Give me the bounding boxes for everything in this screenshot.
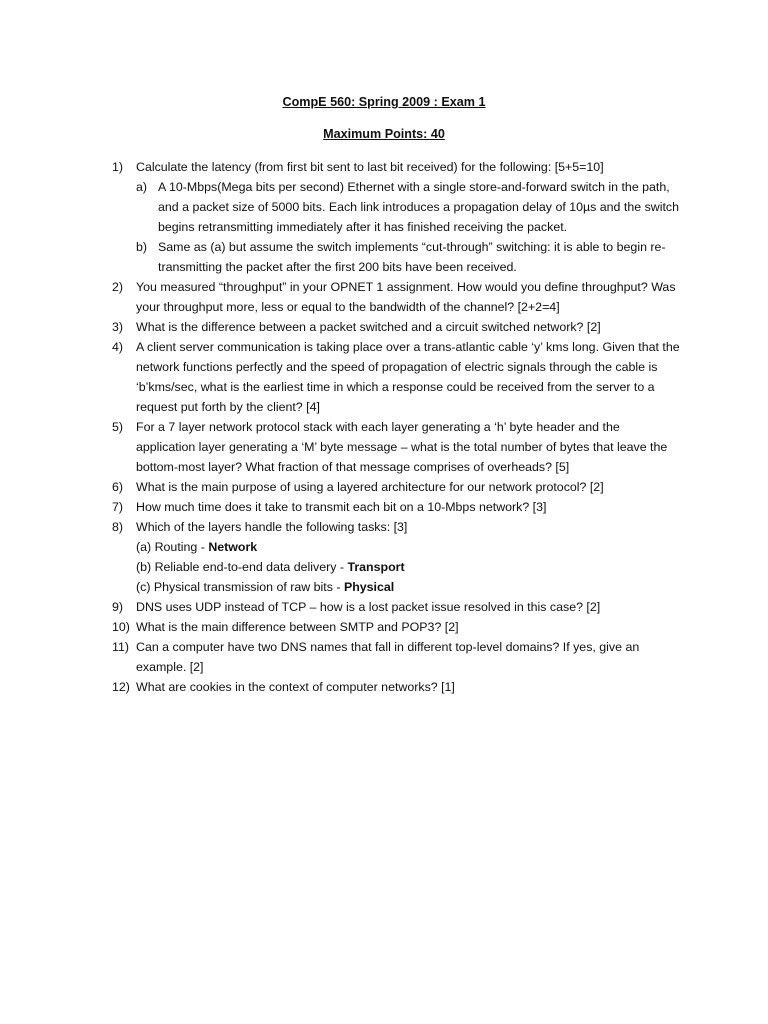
question-4 [112, 337, 682, 417]
task-answer: Physical [343, 580, 395, 594]
question-8 [112, 517, 682, 597]
question-text: Can a computer have two DNS names that fall in different top-level domains? If yes, give an example. [2] [136, 640, 640, 674]
question-text: Calculate the latency (from first bit sent to last bit received) for the following: [5+5=10] [136, 160, 604, 174]
subquestion-text: A 10-Mbps(Mega bits per second) Ethernet with a single store-and-forward switch in the path, and a packet size of 5000 bits. Each link introduces a propagation delay of 10µs and the switch begins retransmitting immediately after it has finished receiving the packet. [158, 180, 679, 234]
question-number: 8) [112, 520, 124, 534]
task-prefix: (c) Physical transmission of raw bits - [136, 580, 344, 594]
question-number: 12) [112, 680, 130, 694]
task-answer: Network [208, 540, 258, 554]
question-text: What are cookies in the context of computer networks? [1] [136, 680, 455, 694]
question-number: 9) [112, 600, 124, 614]
question-12 [112, 677, 682, 697]
task-prefix: (b) Reliable end-to-end data delivery - [136, 560, 348, 574]
subquestion-label: b) [136, 240, 148, 254]
subquestion-a [136, 177, 682, 237]
question-number: 4) [112, 340, 124, 354]
question-number: 7) [112, 500, 124, 514]
question-number: 6) [112, 480, 124, 494]
subquestion-b [136, 237, 682, 277]
question-text: DNS uses UDP instead of TCP – how is a lost packet issue resolved in this case? [2] [136, 600, 601, 614]
task-prefix: (a) Routing - [136, 540, 209, 554]
question-11 [112, 637, 682, 677]
question-list [112, 157, 682, 697]
task-answer: Transport [347, 560, 405, 574]
question-text: What is the main purpose of using a layered architecture for our network protocol? [2] [136, 480, 604, 494]
question-number: 2) [112, 280, 124, 294]
question-10 [112, 617, 682, 637]
question-text: A client server communication is taking place over a trans-atlantic cable ‘y’ kms long. Given that the network functions perfectly and the speed of propagation of electric signals through the cable is ‘b’kms/sec, what is the earliest time in which a response could be received from the server to a request put forth by the client? [4] [136, 340, 680, 414]
question-2 [112, 277, 682, 317]
question-text: How much time does it take to transmit each bit on a 10-Mbps network? [3] [136, 500, 547, 514]
exam-title: CompE 560: Spring 2009 : Exam 1 [282, 95, 486, 109]
max-points-heading: Maximum Points: 40 [323, 127, 445, 141]
question-5 [112, 417, 682, 477]
question-text: For a 7 layer network protocol stack with each layer generating a ‘h’ byte header and the application layer generating a ‘M’ byte message – what is the total number of bytes that leave the bottom-most layer? What fraction of that message comprises of overheads? [5] [136, 420, 668, 474]
task-routing [136, 537, 682, 557]
question-number: 10) [112, 620, 130, 634]
question-1 [112, 157, 682, 277]
question-text: What is the main difference between SMTP and POP3? [2] [136, 620, 459, 634]
question-9 [112, 597, 682, 617]
subquestion-text: Same as (a) but assume the switch implements “cut-through” switching: it is able to begin re-transmitting the packet after the first 200 bits have been received. [158, 240, 666, 274]
question-number: 1) [112, 160, 124, 174]
question-number: 3) [112, 320, 124, 334]
subquestion-label: a) [136, 180, 148, 194]
question-number: 5) [112, 420, 124, 434]
question-text: Which of the layers handle the following tasks: [3] [136, 520, 408, 534]
question-number: 11) [112, 640, 129, 654]
question-6 [112, 477, 682, 497]
question-text: You measured “throughput” in your OPNET 1 assignment. How would you define throughput? Was your throughput more, less or equal to the bandwidth of the channel? [2+2=4] [136, 280, 676, 314]
task-physical-transmission [136, 577, 682, 597]
question-7 [112, 497, 682, 517]
task-reliable-delivery [136, 557, 682, 577]
question-text: What is the difference between a packet switched and a circuit switched network? [2] [136, 320, 601, 334]
question-3 [112, 317, 682, 337]
